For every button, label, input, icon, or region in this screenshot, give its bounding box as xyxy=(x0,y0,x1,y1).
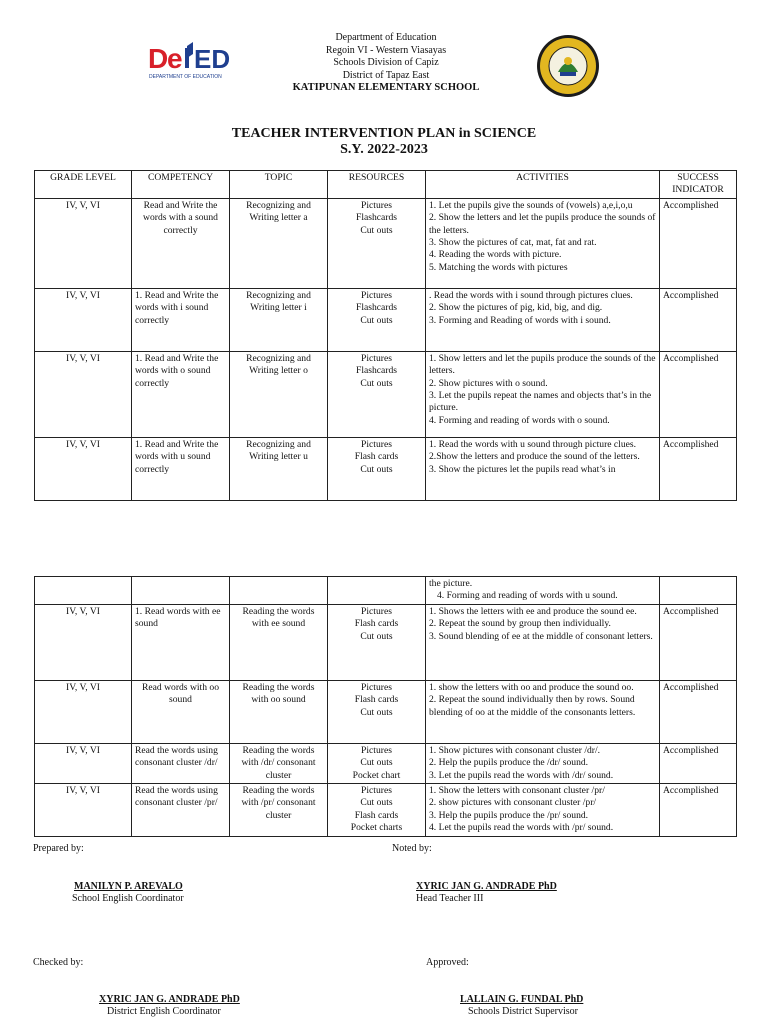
activities-cell xyxy=(426,784,660,837)
activities-cell xyxy=(426,351,660,437)
activity-item: 3. Let the pupils repeat the names and objects that’s in the picture. xyxy=(429,390,652,414)
header-line: Department of Education xyxy=(335,32,437,43)
success-cell: Accomplished xyxy=(660,784,737,837)
competency-cell: Read words with oo sound xyxy=(132,680,230,743)
empty-cell xyxy=(132,577,230,605)
document-title xyxy=(0,126,768,158)
grade-cell: IV, V, VI xyxy=(35,680,132,743)
resource-item: Flash cards xyxy=(354,451,399,463)
empty-cell xyxy=(230,577,328,605)
topic-cell: Reading the words with ee sound xyxy=(230,604,328,680)
grade-cell: IV, V, VI xyxy=(35,437,132,500)
svg-text:D: D xyxy=(148,43,169,74)
activity-item: 4. Forming and reading of words with u sound. xyxy=(437,590,618,602)
table-row xyxy=(35,351,737,437)
grade-cell: IV, V, VI xyxy=(35,784,132,837)
activity-item: 3. Show the pictures of cat, mat, fat and rat. xyxy=(429,237,597,249)
activity-item: 5. Matching the words with pictures xyxy=(429,261,568,273)
intervention-table-part1 xyxy=(34,170,737,501)
activities-cell xyxy=(426,198,660,288)
noted-by-name: XYRIC JAN G. ANDRADE PhD xyxy=(416,881,557,892)
resources-cell xyxy=(328,784,426,837)
header-resources: RESOURCES xyxy=(328,171,426,199)
competency-cell: Read the words using consonant cluster /dr/ xyxy=(132,743,230,783)
school-seal-icon xyxy=(536,34,600,98)
resource-item: Pocket charts xyxy=(350,822,403,834)
prepared-by-label: Prepared by: xyxy=(33,843,84,854)
table-row xyxy=(35,743,737,783)
topic-cell: Recognizing and Writing letter u xyxy=(230,437,328,500)
resource-item: Cut outs xyxy=(360,757,393,769)
table-row xyxy=(35,604,737,680)
table-row xyxy=(35,198,737,288)
resource-item: Flashcards xyxy=(355,212,398,224)
grade-cell: IV, V, VI xyxy=(35,288,132,351)
success-cell: Accomplished xyxy=(660,437,737,500)
activities-cell xyxy=(426,743,660,783)
resource-item: Pictures xyxy=(361,438,392,450)
activities-cell xyxy=(426,288,660,351)
header-success-indicator: SUCCESS INDICATOR xyxy=(660,171,737,199)
activities-cell xyxy=(426,680,660,743)
activity-item: . Read the words with i sound through pictures clues. xyxy=(429,289,633,301)
activity-item: 2. Show the letters and let the pupils produce the sounds of the letters. xyxy=(429,212,656,236)
activity-item: 2. Show pictures with o sound. xyxy=(429,377,548,389)
resource-item: Flash cards xyxy=(354,694,399,706)
topic-cell: Recognizing and Writing letter o xyxy=(230,351,328,437)
activity-item: 3. Help the pupils produce the /pr/ sound. xyxy=(429,809,589,821)
activity-item: 2. Help the pupils produce the /dr/ sound. xyxy=(429,757,589,769)
resource-item: Cut outs xyxy=(360,224,393,236)
resource-item: Cut outs xyxy=(360,797,393,809)
activity-item: 1. Shows the letters with ee and produce the sound ee. xyxy=(429,605,637,617)
table-row xyxy=(35,784,737,837)
prepared-by-name: MANILYN P. AREVALO xyxy=(74,881,183,892)
competency-cell: Read and Write the words with a sound correctly xyxy=(132,198,230,288)
empty-cell xyxy=(328,577,426,605)
resources-cell xyxy=(328,680,426,743)
success-cell: Accomplished xyxy=(660,198,737,288)
competency-cell: 1. Read and Write the words with o sound correctly xyxy=(132,351,230,437)
checked-by-name: XYRIC JAN G. ANDRADE PhD xyxy=(99,994,240,1005)
table-row xyxy=(35,437,737,500)
activity-item: 4. Let the pupils read the words with /pr/ sound. xyxy=(429,822,614,834)
competency-cell: Read the words using consonant cluster /pr/ xyxy=(132,784,230,837)
noted-by-role: Head Teacher III xyxy=(416,893,484,904)
table-header-row xyxy=(35,171,737,199)
deped-logo xyxy=(146,40,238,82)
resource-item: Pocket chart xyxy=(352,769,401,781)
resources-cell xyxy=(328,288,426,351)
resource-item: Pictures xyxy=(361,744,392,756)
resource-item: Pictures xyxy=(361,605,392,617)
header-line: Schools Division of Capiz xyxy=(333,57,439,68)
school-name: KATIPUNAN ELEMENTARY SCHOOL xyxy=(292,82,480,93)
activity-item: 1. Read the words with u sound through picture clues. xyxy=(429,438,637,450)
approved-by-name: LALLAIN G. FUNDAL PhD xyxy=(460,994,584,1005)
resource-item: Cut outs xyxy=(360,706,393,718)
resources-cell xyxy=(328,351,426,437)
activity-item: 2. Repeat the sound by group then individually. xyxy=(429,618,611,630)
activity-item: 4. Forming and reading of words with o sound. xyxy=(429,414,610,426)
success-cell: Accomplished xyxy=(660,288,737,351)
empty-cell xyxy=(660,577,737,605)
noted-by-label: Noted by: xyxy=(392,843,432,854)
activity-item: 1. Let the pupils give the sounds of (vowels) a,e,i,o,u xyxy=(429,199,633,211)
activity-item: 3. Sound blending of ee at the middle of consonant letters. xyxy=(429,630,653,642)
resource-item: Pictures xyxy=(361,785,392,797)
header-block xyxy=(250,32,522,95)
activity-item: 3. Forming and Reading of words with i sound. xyxy=(429,314,611,326)
activity-item: 1. show the letters with oo and produce the sound oo. xyxy=(429,681,634,693)
table-row xyxy=(35,288,737,351)
grade-cell: IV, V, VI xyxy=(35,351,132,437)
header-activities: ACTIVITIES xyxy=(426,171,660,199)
approved-by-role: Schools District Supervisor xyxy=(468,1006,578,1017)
svg-text:ED: ED xyxy=(194,44,231,74)
activity-item: 3. Let the pupils read the words with /dr/ sound. xyxy=(429,769,614,781)
activities-cell xyxy=(426,437,660,500)
activity-item: the picture. xyxy=(429,578,473,589)
resource-item: Flashcards xyxy=(355,365,398,377)
school-year: S.Y. 2022-2023 xyxy=(340,142,428,157)
resources-cell xyxy=(328,437,426,500)
resource-item: Pictures xyxy=(361,681,392,693)
prepared-by-role: School English Coordinator xyxy=(72,893,184,904)
success-cell: Accomplished xyxy=(660,680,737,743)
resource-item: Pictures xyxy=(361,289,392,301)
activity-item: 2.Show the letters and produce the sound of the letters. xyxy=(429,451,640,463)
resource-item: Cut outs xyxy=(360,377,393,389)
competency-cell: 1. Read and Write the words with i sound correctly xyxy=(132,288,230,351)
resource-item: Flashcards xyxy=(355,302,398,314)
resources-cell xyxy=(328,198,426,288)
activity-item: 1. Show letters and let the pupils produce the sounds of the letters. xyxy=(429,352,656,377)
header-competency: COMPETENCY xyxy=(132,171,230,199)
competency-cell: 1. Read and Write the words with u sound correctly xyxy=(132,437,230,500)
header-topic: TOPIC xyxy=(230,171,328,199)
resource-item: Flash cards xyxy=(354,618,399,630)
grade-cell: IV, V, VI xyxy=(35,743,132,783)
svg-text:DEPARTMENT OF EDUCATION: DEPARTMENT OF EDUCATION xyxy=(149,74,222,80)
header-grade-level: GRADE LEVEL xyxy=(35,171,132,199)
resource-item: Pictures xyxy=(361,352,392,364)
topic-cell: Recognizing and Writing letter a xyxy=(230,198,328,288)
intervention-table-part2 xyxy=(34,576,737,837)
resources-cell xyxy=(328,604,426,680)
svg-text:e: e xyxy=(167,43,183,74)
checked-by-role: District English Coordinator xyxy=(107,1006,221,1017)
activity-item: 1. Show the letters with consonant cluster /pr/ xyxy=(429,785,605,797)
topic-cell: Reading the words with /dr/ consonant cluster xyxy=(230,743,328,783)
empty-cell xyxy=(35,577,132,605)
activities-cell xyxy=(426,577,660,605)
resource-item: Pictures xyxy=(361,199,392,211)
activity-item: 3. Show the pictures let the pupils read what’s in xyxy=(429,463,616,475)
checked-by-label: Checked by: xyxy=(33,957,84,968)
topic-cell: Reading the words with oo sound xyxy=(230,680,328,743)
table-row xyxy=(35,680,737,743)
success-cell: Accomplished xyxy=(660,351,737,437)
activity-item: 2. Show the pictures of pig, kid, big, and dig. xyxy=(429,302,603,314)
approved-label: Approved: xyxy=(426,957,469,968)
grade-cell: IV, V, VI xyxy=(35,604,132,680)
grade-cell: IV, V, VI xyxy=(35,198,132,288)
activity-item: 2. Repeat the sound individually then by rows. Sound blending of oo at the middle of the consonants letters. xyxy=(429,694,636,718)
success-cell: Accomplished xyxy=(660,743,737,783)
title-line: TEACHER INTERVENTION PLAN in SCIENCE xyxy=(231,126,537,141)
topic-cell: Recognizing and Writing letter i xyxy=(230,288,328,351)
continuation-row xyxy=(35,577,737,605)
activity-item: 4. Reading the words with picture. xyxy=(429,249,562,261)
activity-item: 2. show pictures with consonant cluster /pr/ xyxy=(429,797,597,809)
resource-item: Cut outs xyxy=(360,630,393,642)
header-line: Regoin VI - Western Viasayas xyxy=(325,44,447,56)
resource-item: Flash cards xyxy=(354,809,399,821)
activity-item: 1. Show pictures with consonant cluster /dr/. xyxy=(429,744,601,756)
topic-cell: Reading the words with /pr/ consonant cluster xyxy=(230,784,328,837)
competency-cell: 1. Read words with ee sound xyxy=(132,604,230,680)
resource-item: Cut outs xyxy=(360,314,393,326)
activities-cell xyxy=(426,604,660,680)
resource-item: Cut outs xyxy=(360,463,393,475)
header-line: District of Tapaz East xyxy=(342,69,430,81)
success-cell: Accomplished xyxy=(660,604,737,680)
resources-cell xyxy=(328,743,426,783)
